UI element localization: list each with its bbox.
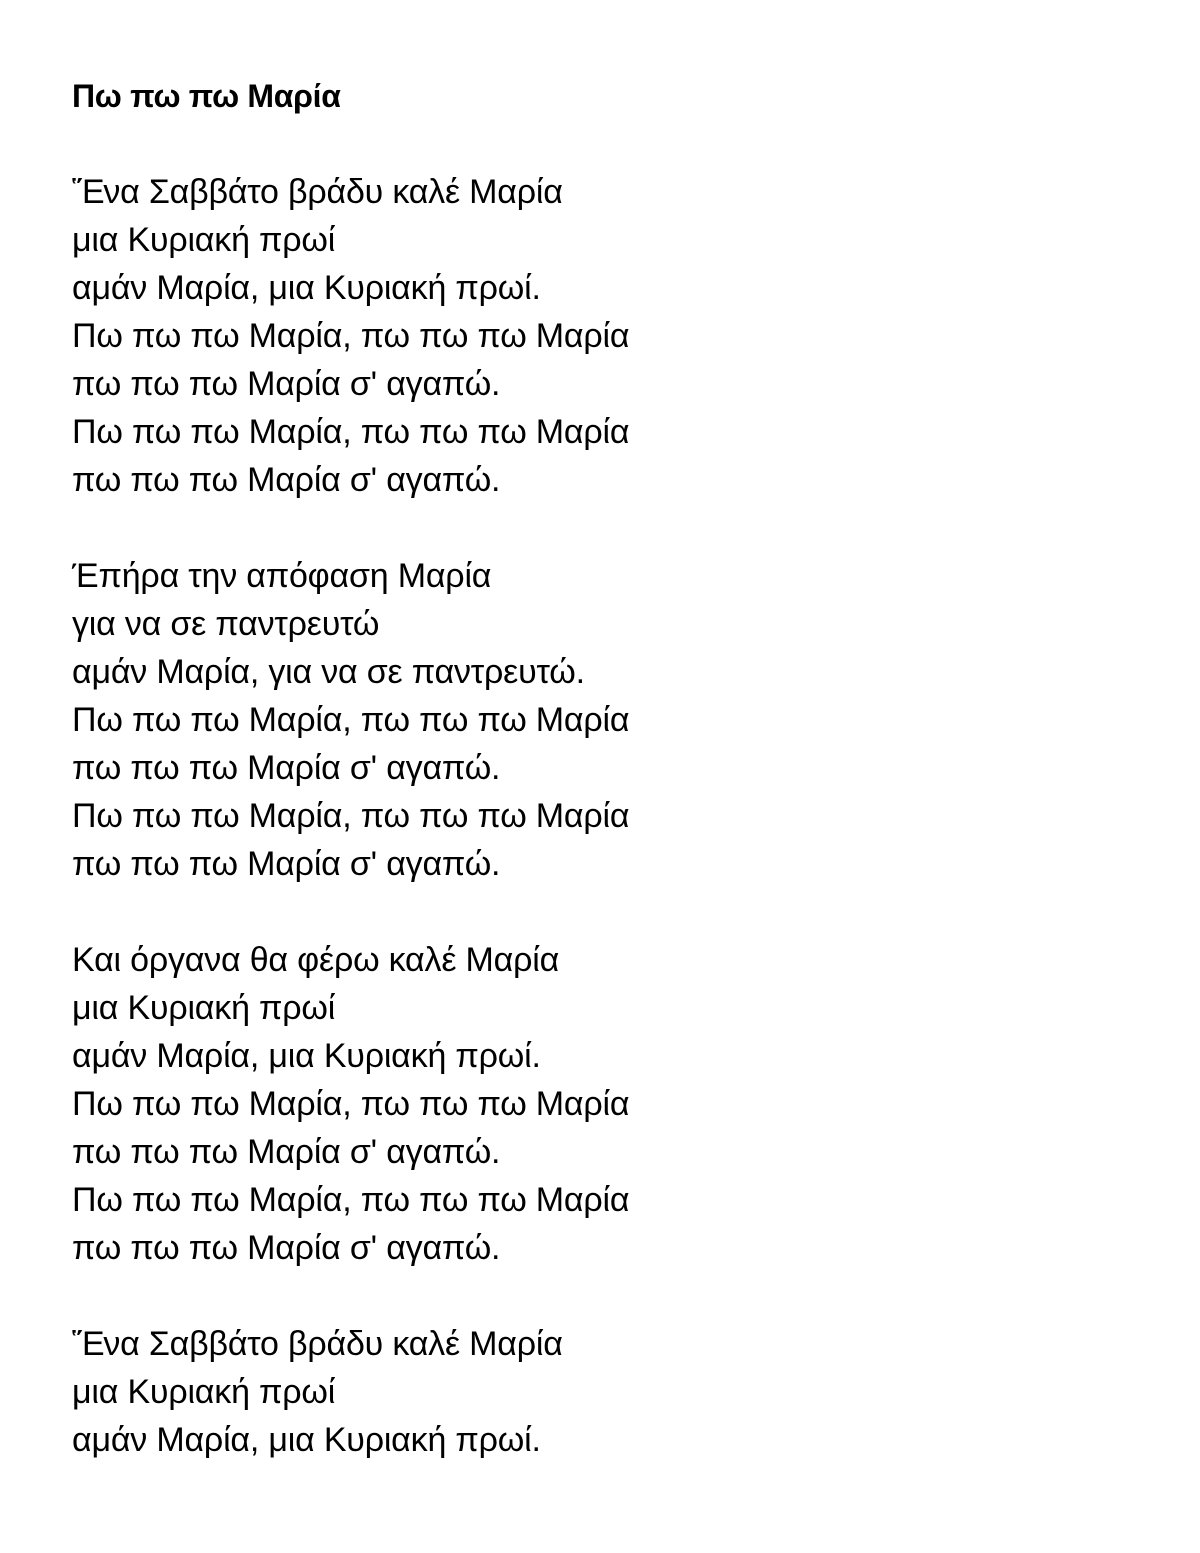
lyric-line: πω πω πω Μαρία σ' αγαπώ. [72,365,501,403]
song-title: Πω πω πω Μαρία [72,78,341,114]
lyric-line: αμάν Μαρία, μια Κυριακή πρωί. [72,1421,541,1459]
stanza-1 [72,168,1152,504]
lyric-line: Πω πω πω Μαρία, πω πω πω Μαρία [72,1085,630,1123]
lyrics-document [72,74,1152,1512]
lyric-line: μια Κυριακή πρωί [72,221,336,259]
lyric-line: Και όργανα θα φέρω καλέ Μαρία [72,941,560,979]
lyric-line: πω πω πω Μαρία σ' αγαπώ. [72,749,501,787]
lyric-line: Ἕνα Σαββάτο βράδυ καλέ Μαρία [72,1325,563,1363]
lyric-line: Έπήρα την απόφαση Μαρία [72,557,492,595]
lyric-line: πω πω πω Μαρία σ' αγαπώ. [72,1133,501,1171]
lyric-line: Πω πω πω Μαρία, πω πω πω Μαρία [72,317,630,355]
lyric-line: αμάν Μαρία, για να σε παντρευτώ. [72,653,585,691]
lyric-line: αμάν Μαρία, μια Κυριακή πρωί. [72,1037,541,1075]
lyric-line: πω πω πω Μαρία σ' αγαπώ. [72,845,501,883]
lyric-line: για να σε παντρευτώ [72,605,380,643]
lyric-line: Πω πω πω Μαρία, πω πω πω Μαρία [72,1181,630,1219]
lyric-line: Ἕνα Σαββάτο βράδυ καλέ Μαρία [72,173,563,211]
lyric-line: αμάν Μαρία, μια Κυριακή πρωί. [72,269,541,307]
lyric-line: μια Κυριακή πρωί [72,1373,336,1411]
lyric-line: πω πω πω Μαρία σ' αγαπώ. [72,1229,501,1267]
lyric-line: πω πω πω Μαρία σ' αγαπώ. [72,461,501,499]
lyric-line: Πω πω πω Μαρία, πω πω πω Μαρία [72,701,630,739]
stanza-3 [72,936,1152,1272]
lyric-line: Πω πω πω Μαρία, πω πω πω Μαρία [72,413,630,451]
lyric-line: Πω πω πω Μαρία, πω πω πω Μαρία [72,797,630,835]
lyric-line: μια Κυριακή πρωί [72,989,336,1027]
stanza-2 [72,552,1152,888]
stanza-4 [72,1320,1152,1464]
